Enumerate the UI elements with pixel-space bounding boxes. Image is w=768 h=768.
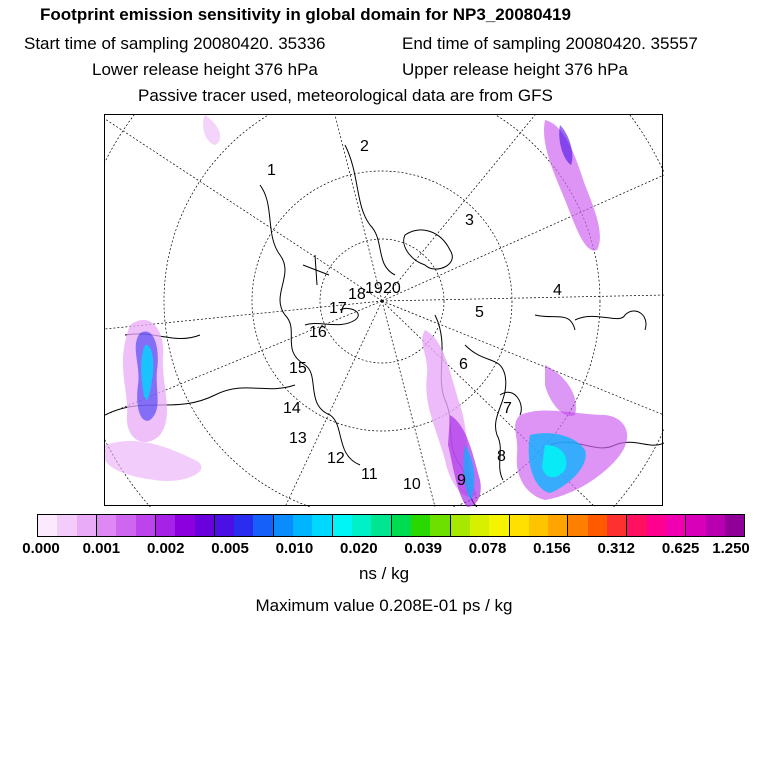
colorbar-segment bbox=[38, 515, 57, 536]
colorbar-tick-label: 0.001 bbox=[82, 540, 121, 557]
colorbar-segment bbox=[607, 515, 627, 536]
start-time: Start time of sampling 20080420. 35336 bbox=[24, 34, 326, 53]
trajectory-label: 5 bbox=[475, 304, 484, 321]
trajectory-label: 17 bbox=[329, 300, 347, 317]
trajectory-label: 3 bbox=[465, 212, 474, 229]
trajectory-label: 12 bbox=[327, 450, 345, 467]
trajectory-label: 6 bbox=[459, 356, 468, 373]
colorbar-segment bbox=[686, 515, 705, 536]
colorbar-tick-label: 0.625 bbox=[661, 540, 700, 557]
colorbar-segment bbox=[392, 515, 411, 536]
colorbar-segment bbox=[333, 515, 352, 536]
end-time: End time of sampling 20080420. 35557 bbox=[402, 34, 698, 53]
lower-release-height: Lower release height 376 hPa bbox=[92, 60, 318, 79]
colorbar-segment bbox=[451, 515, 470, 536]
tracer-note: Passive tracer used, meteorological data are from GFS bbox=[138, 86, 553, 105]
map-canvas bbox=[105, 115, 664, 507]
colorbar-tick-label: 1.250 bbox=[712, 540, 750, 557]
colorbar-tick-label: 0.078 bbox=[468, 540, 507, 557]
trajectory-label: 7 bbox=[503, 400, 512, 417]
colorbar-segment bbox=[588, 515, 607, 536]
trajectory-label: 18 bbox=[348, 286, 366, 303]
colorbar-segment bbox=[293, 515, 312, 536]
colorbar-segment bbox=[529, 515, 548, 536]
colorbar-segment bbox=[195, 515, 215, 536]
colorbar-tick-label: 0.156 bbox=[533, 540, 571, 557]
trajectory-label: 10 bbox=[403, 476, 421, 493]
colorbar-segment bbox=[175, 515, 194, 536]
colorbar-segment bbox=[234, 515, 253, 536]
trajectory-label: 13 bbox=[289, 430, 307, 447]
trajectory-label: 19 bbox=[365, 280, 383, 297]
colorbar-segment bbox=[470, 515, 489, 536]
colorbar-segment bbox=[156, 515, 175, 536]
trajectory-label: 2 bbox=[360, 138, 369, 155]
polar-map bbox=[104, 114, 663, 506]
colorbar-unit: ns / kg bbox=[358, 564, 410, 583]
release-location-marker bbox=[303, 255, 329, 285]
colorbar-segment bbox=[548, 515, 568, 536]
colorbar-segment bbox=[411, 515, 430, 536]
colorbar-segment bbox=[489, 515, 509, 536]
colorbar-tick-label: 0.039 bbox=[404, 540, 442, 557]
maximum-value: Maximum value 0.208E-01 ps / kg bbox=[255, 596, 513, 615]
trajectory-label: 15 bbox=[289, 360, 307, 377]
colorbar-segment bbox=[647, 515, 666, 536]
colorbar-segment bbox=[666, 515, 686, 536]
colorbar-segment bbox=[77, 515, 97, 536]
colorbar-segment bbox=[725, 515, 744, 536]
colorbar-segment bbox=[253, 515, 273, 536]
colorbar-segment bbox=[352, 515, 371, 536]
colorbar-tick-label: 0.020 bbox=[340, 540, 378, 557]
colorbar-segment bbox=[312, 515, 332, 536]
trajectory-label: 11 bbox=[361, 466, 378, 483]
colorbar-segment bbox=[430, 515, 450, 536]
upper-release-height: Upper release height 376 hPa bbox=[402, 60, 628, 79]
colorbar-tick-label: 0.002 bbox=[146, 540, 185, 557]
colorbar-segment bbox=[371, 515, 391, 536]
colorbar-segment bbox=[706, 515, 725, 536]
trajectory-label: 4 bbox=[553, 282, 562, 299]
trajectory-label: 8 bbox=[497, 448, 506, 465]
colorbar bbox=[37, 514, 745, 537]
trajectory-label: 16 bbox=[309, 324, 327, 341]
colorbar-segment bbox=[510, 515, 529, 536]
colorbar-tick-label: 0.000 bbox=[22, 540, 60, 557]
colorbar-tick-label: 0.312 bbox=[597, 540, 636, 557]
colorbar-segment bbox=[116, 515, 135, 536]
colorbar-segment bbox=[274, 515, 293, 536]
sensitivity-field bbox=[105, 115, 627, 507]
trajectory-label: 1 bbox=[267, 162, 276, 179]
colorbar-segment bbox=[568, 515, 587, 536]
colorbar-segment bbox=[97, 515, 116, 536]
colorbar-segment bbox=[57, 515, 76, 536]
trajectory-label: 20 bbox=[383, 280, 401, 297]
colorbar-segment bbox=[215, 515, 234, 536]
trajectory-label: 9 bbox=[457, 472, 466, 489]
colorbar-tick-label: 0.005 bbox=[211, 540, 249, 557]
colorbar-segment bbox=[627, 515, 646, 536]
colorbar-tick-label: 0.010 bbox=[275, 540, 314, 557]
colorbar-segment bbox=[136, 515, 156, 536]
trajectory-label: 14 bbox=[283, 400, 301, 417]
map-title: Footprint emission sensitivity in global domain for NP3_20080419 bbox=[40, 5, 571, 24]
